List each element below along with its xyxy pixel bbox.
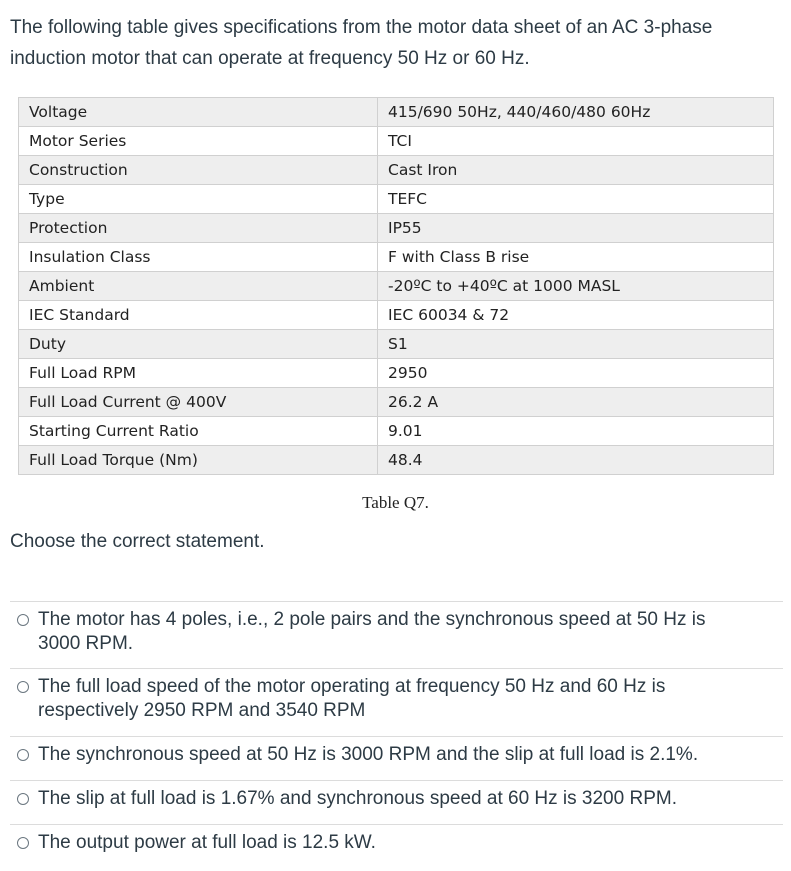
table-row: [19, 330, 774, 359]
table-row: [19, 214, 774, 243]
option-text: The output power at full load is 12.5 kW.: [38, 832, 376, 853]
radio-button-icon[interactable]: [17, 837, 29, 849]
answer-option-4[interactable]: [10, 780, 783, 824]
spec-value: 48.4: [378, 446, 774, 475]
answer-options: [10, 601, 783, 868]
spec-table-container: [18, 97, 773, 475]
spec-label: Type: [19, 185, 378, 214]
intro-line-2: induction motor that can operate at frequency 50 Hz or 60 Hz.: [10, 48, 530, 69]
spec-value: 415/690 50Hz, 440/460/480 60Hz: [378, 98, 774, 127]
question-prompt: Choose the correct statement.: [10, 531, 265, 552]
spec-label: Protection: [19, 214, 378, 243]
option-text-line-1: The full load speed of the motor operating at frequency 50 Hz and 60 Hz is: [38, 676, 666, 697]
spec-value: F with Class B rise: [378, 243, 774, 272]
spec-label: IEC Standard: [19, 301, 378, 330]
table-row: [19, 127, 774, 156]
spec-label: Full Load RPM: [19, 359, 378, 388]
option-text-line-2: respectively 2950 RPM and 3540 RPM: [38, 700, 366, 721]
spec-label: Duty: [19, 330, 378, 359]
option-text-line-1: The motor has 4 poles, i.e., 2 pole pairs and the synchronous speed at 50 Hz is: [38, 609, 706, 630]
table-row: [19, 185, 774, 214]
spec-value: S1: [378, 330, 774, 359]
spec-value: TEFC: [378, 185, 774, 214]
table-row: [19, 156, 774, 185]
table-caption: Table Q7.: [362, 493, 429, 512]
table-row: [19, 417, 774, 446]
spec-value: TCI: [378, 127, 774, 156]
spec-label: Full Load Torque (Nm): [19, 446, 378, 475]
option-text: The slip at full load is 1.67% and synchronous speed at 60 Hz is 3200 RPM.: [38, 788, 677, 809]
table-row: [19, 388, 774, 417]
radio-button-icon[interactable]: [17, 681, 29, 693]
spec-value: -20ºC to +40ºC at 1000 MASL: [378, 272, 774, 301]
option-text: The synchronous speed at 50 Hz is 3000 RPM and the slip at full load is 2.1%.: [38, 744, 699, 765]
spec-value: IEC 60034 & 72: [378, 301, 774, 330]
answer-option-5[interactable]: [10, 824, 783, 868]
table-row: [19, 301, 774, 330]
question-intro: [10, 12, 780, 74]
table-row: [19, 359, 774, 388]
table-row: [19, 98, 774, 127]
spec-label: Full Load Current @ 400V: [19, 388, 378, 417]
spec-value: IP55: [378, 214, 774, 243]
spec-label: Voltage: [19, 98, 378, 127]
spec-value: 9.01: [378, 417, 774, 446]
spec-label: Starting Current Ratio: [19, 417, 378, 446]
radio-button-icon[interactable]: [17, 749, 29, 761]
option-text-line-2: 3000 RPM.: [38, 633, 134, 654]
table-row: [19, 272, 774, 301]
answer-option-3[interactable]: [10, 736, 783, 780]
spec-label: Ambient: [19, 272, 378, 301]
radio-button-icon[interactable]: [17, 793, 29, 805]
table-row: [19, 446, 774, 475]
intro-line-1: The following table gives specifications from the motor data sheet of an AC 3-phase: [10, 17, 713, 38]
spec-label: Construction: [19, 156, 378, 185]
spec-label: Insulation Class: [19, 243, 378, 272]
spec-value: Cast Iron: [378, 156, 774, 185]
radio-button-icon[interactable]: [17, 614, 29, 626]
spec-value: 26.2 A: [378, 388, 774, 417]
motor-spec-table: [18, 97, 774, 475]
answer-option-1[interactable]: [10, 601, 783, 668]
answer-option-2[interactable]: [10, 668, 783, 736]
spec-value: 2950: [378, 359, 774, 388]
spec-label: Motor Series: [19, 127, 378, 156]
table-row: [19, 243, 774, 272]
